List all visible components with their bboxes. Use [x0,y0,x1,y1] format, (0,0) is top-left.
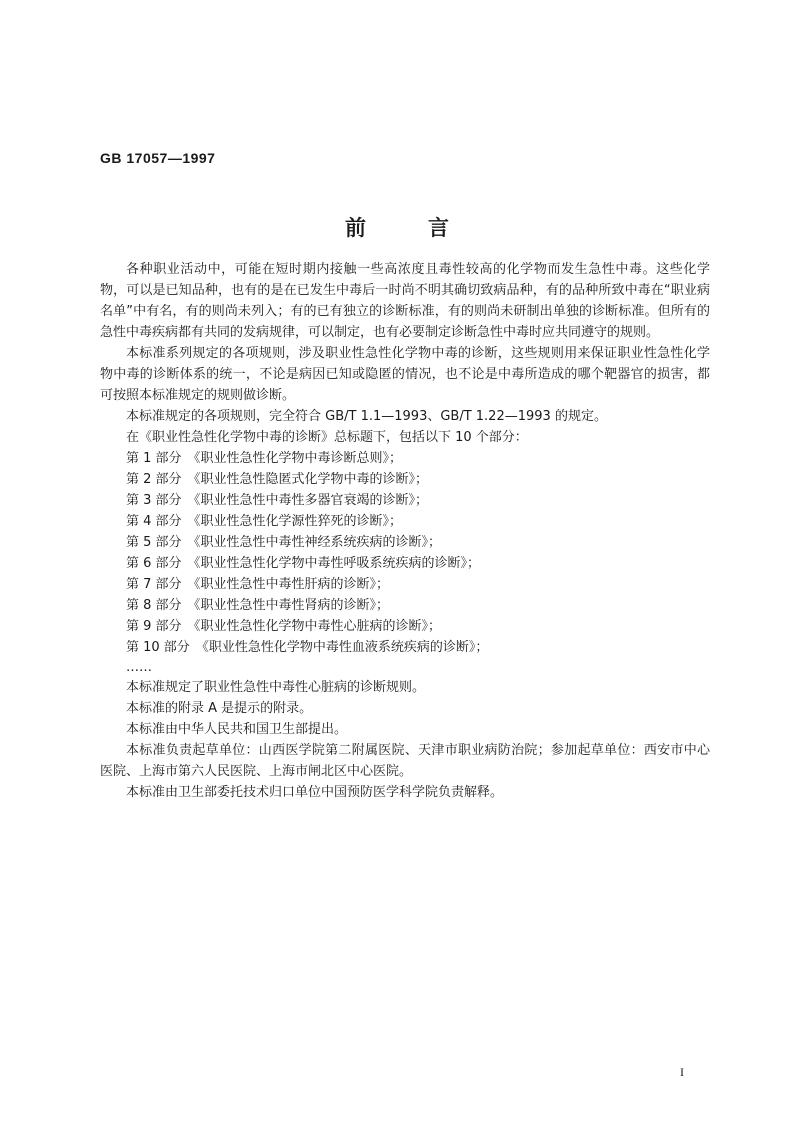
closing-paragraph: 本标准负责起草单位：山西医学院第二附属医院、天津市职业病防治院；参加起草单位：西安市中心医院、上海市第六人民医院、上海市闸北区中心医院。 [100,743,710,779]
part-item [100,637,710,658]
part-item [100,511,710,532]
page-title: 前言 [345,216,511,240]
part-number: 第 3 部分 [126,493,182,508]
intro-paragraph: 在《职业性急性化学物中毒的诊断》总标题下，包括以下 10 个部分： [126,430,528,445]
part-number: 第 4 部分 [126,514,182,529]
part-item [100,448,710,469]
part-item [100,553,710,574]
part-name: 《职业性急性中毒性神经系统疾病的诊断》； [187,535,442,550]
part-name: 《职业性急性化学源性猝死的诊断》； [187,514,403,529]
closing-paragraph: 本标准的附录 A 是提示的附录。 [126,701,313,716]
closing-paragraph: 本标准由卫生部委托技术归口单位中国预防医学科学院负责解释。 [126,785,504,800]
part-item [100,595,710,616]
intro-paragraph: 本标准规定的各项规则，完全符合 GB/T 1.1—1993、GB/T 1.22—1993 的规定。 [126,409,607,424]
part-name: 《职业性急性中毒性肾病的诊断》； [187,598,390,613]
part-number: 第 8 部分 [126,598,182,613]
page-number: I [680,1065,684,1079]
part-item [100,616,710,637]
part-name: 《职业性急性化学物中毒性呼吸系统疾病的诊断》； [187,556,481,571]
part-number: 第 6 部分 [126,556,182,571]
part-number: 第 5 部分 [126,535,182,550]
part-number: 第 1 部分 [126,451,182,466]
part-item [100,490,710,511]
closing-paragraph: 本标准规定了职业性急性中毒性心脏病的诊断规则。 [126,680,426,695]
part-name: 《职业性急性化学物中毒性心脏病的诊断》； [187,619,442,634]
part-name: 《职业性急性中毒性肝病的诊断》； [187,577,390,592]
part-name: 《职业性急性隐匿式化学物中毒的诊断》； [187,472,429,487]
standard-code: GB 17057—1997 [100,150,216,166]
part-name: 《职业性急性中毒性多器官衰竭的诊断》； [187,493,429,508]
part-name: 《职业性急性化学物中毒诊断总则》； [187,451,403,466]
part-item [100,532,710,553]
part-number: 第 2 部分 [126,472,182,487]
part-name: 《职业性急性化学物中毒性血液系统疾病的诊断》； [195,640,489,655]
intro-paragraph: 各种职业活动中，可能在短时期内接触一些高浓度且毒性较高的化学物而发生急性中毒。这些化学物，可以是已知品种，也有的是在已发生中毒后一时尚不明其确切致病品种，有的品种所致中毒在“职业病名单”中有名，有的则尚未列入；有的已有独立的诊断标准，有的则尚未研制出单独的诊断标准。但所有的急性中毒疾病都有共同的发病规律，可以制定，也有必要制定诊断急性中毒时应共同遵守的规则。 [100,262,710,340]
part-number: 第 10 部分 [126,640,190,655]
part-number: 第 9 部分 [126,619,182,634]
parts-list [100,448,710,658]
part-item [100,469,710,490]
list-ellipsis: …… [126,660,152,675]
document-body [100,259,710,803]
part-item [100,574,710,595]
intro-paragraph: 本标准系列规定的各项规则，涉及职业性急性化学物中毒的诊断，这些规则用来保证职业性急性化学物中毒的诊断体系的统一，不论是病因已知或隐匿的情况，也不论是中毒所造成的哪个靶器官的损害，都可按照本标准规定的规则做诊断。 [100,346,710,403]
closing-paragraph: 本标准由中华人民共和国卫生部提出。 [126,722,348,737]
part-number: 第 7 部分 [126,577,182,592]
